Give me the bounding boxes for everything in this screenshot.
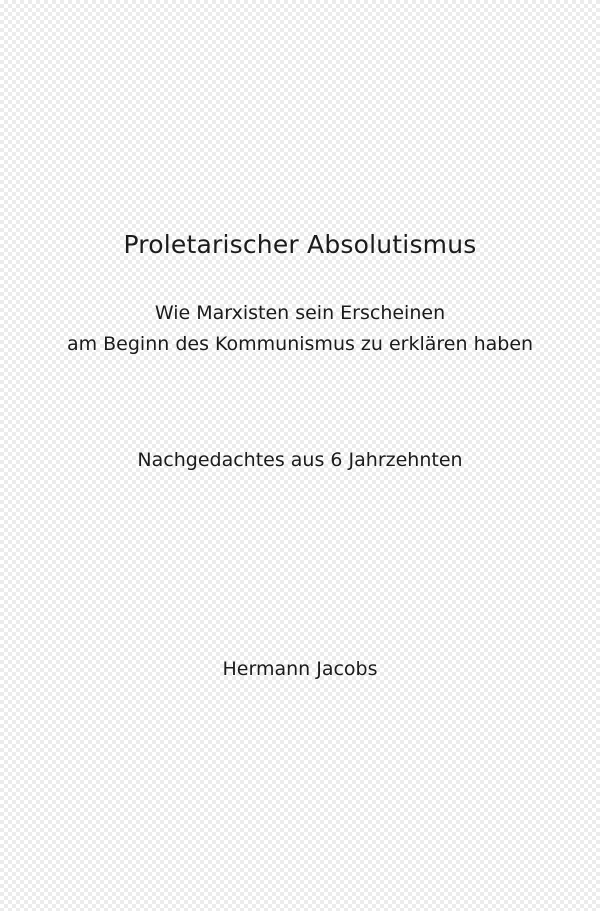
- cover-title: Proletarischer Absolutismus: [123, 230, 477, 259]
- cover-author: Hermann Jacobs: [222, 658, 378, 680]
- cover-subtitle-line-2: am Beginn des Kommunismus zu erklären haben: [66, 333, 534, 355]
- cover-tagline: Nachgedachtes aus 6 Jahrzehnten: [137, 449, 463, 471]
- cover-subtitle-line-1: Wie Marxisten sein Erscheinen: [154, 302, 446, 324]
- cover-subtitle: [0, 298, 600, 360]
